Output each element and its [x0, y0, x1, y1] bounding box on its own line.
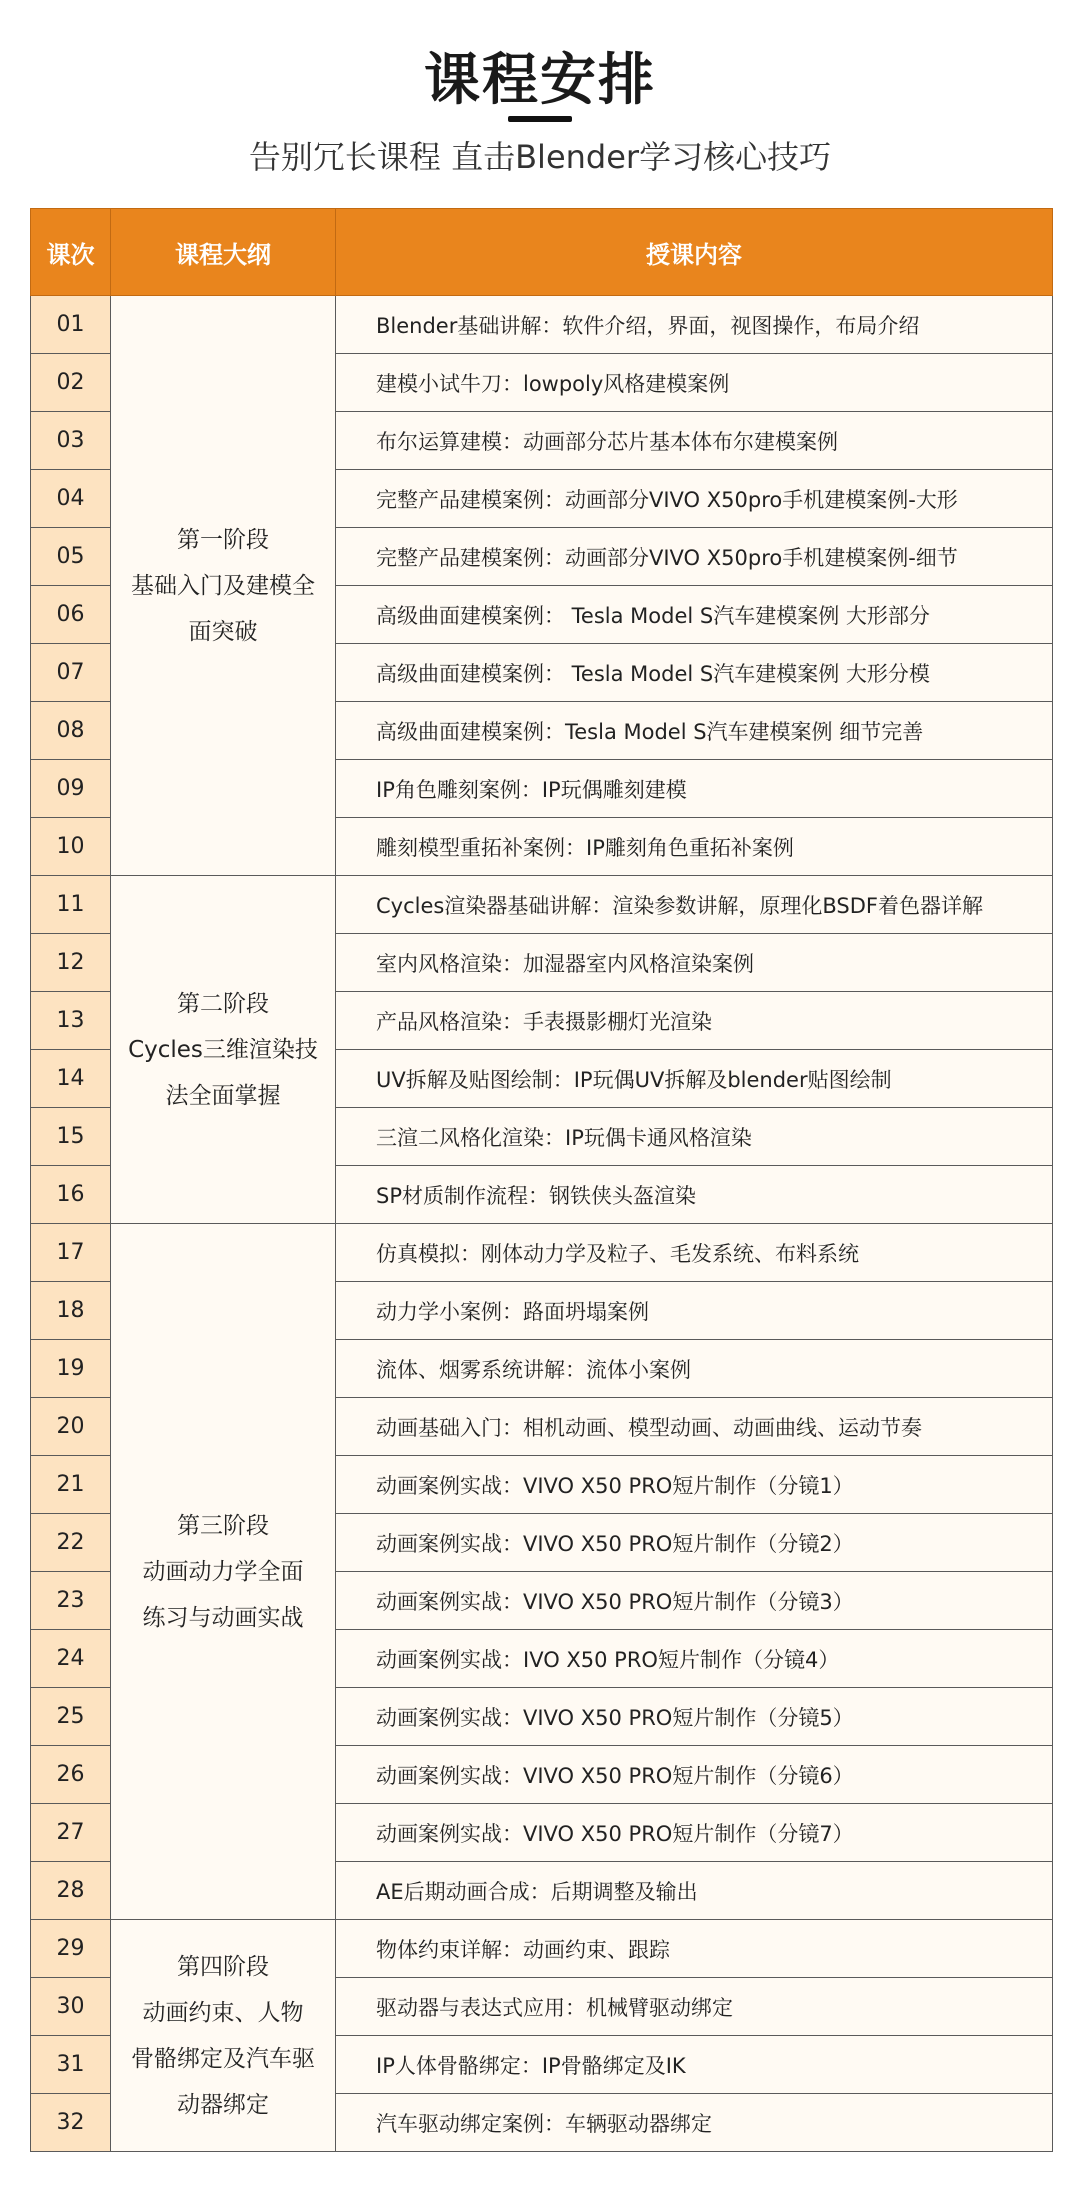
lesson-number: 09: [31, 760, 111, 818]
lesson-number: 28: [31, 1862, 111, 1920]
table-row: [31, 296, 1053, 354]
header-course-outline: 课程大纲: [111, 209, 336, 296]
stage-outline-line: 第二阶段: [177, 990, 269, 1017]
lesson-content: 汽车驱动绑定案例：车辆驱动器绑定: [336, 2094, 1053, 2152]
page-title: 课程安排: [424, 48, 656, 113]
lesson-content: 产品风格渲染：手表摄影棚灯光渲染: [336, 992, 1053, 1050]
table-row: [31, 876, 1053, 934]
lesson-content: 动画基础入门：相机动画、模型动画、动画曲线、运动节奏: [336, 1398, 1053, 1456]
lesson-content: 驱动器与表达式应用：机械臂驱动绑定: [336, 1978, 1053, 2036]
header-lesson-content: 授课内容: [336, 209, 1053, 296]
lesson-number: 18: [31, 1282, 111, 1340]
lesson-number: 02: [31, 354, 111, 412]
lesson-content: 动画案例实战：VIVO X50 PRO短片制作（分镜7）: [336, 1804, 1053, 1862]
lesson-content: Blender基础讲解：软件介绍，界面，视图操作，布局介绍: [336, 296, 1053, 354]
lesson-number: 01: [31, 296, 111, 354]
lesson-number: 12: [31, 934, 111, 992]
lesson-number: 22: [31, 1514, 111, 1572]
lesson-content: 流体、烟雾系统讲解：流体小案例: [336, 1340, 1053, 1398]
lesson-number: 29: [31, 1920, 111, 1978]
lesson-content: 物体约束详解：动画约束、跟踪: [336, 1920, 1053, 1978]
lesson-content: IP角色雕刻案例：IP玩偶雕刻建模: [336, 760, 1053, 818]
lesson-content: 动画案例实战：IVO X50 PRO短片制作（分镜4）: [336, 1630, 1053, 1688]
table-row: [31, 1224, 1053, 1282]
lesson-number: 08: [31, 702, 111, 760]
lesson-number: 27: [31, 1804, 111, 1862]
lesson-number: 16: [31, 1166, 111, 1224]
stage-outline-line: 第一阶段: [177, 526, 269, 553]
lesson-content: 仿真模拟：刚体动力学及粒子、毛发系统、布料系统: [336, 1224, 1053, 1282]
lesson-number: 24: [31, 1630, 111, 1688]
lesson-content: 高级曲面建模案例： Tesla Model S汽车建模案例 大形部分: [336, 586, 1053, 644]
lesson-content: UV拆解及贴图绘制：IP玩偶UV拆解及blender贴图绘制: [336, 1050, 1053, 1108]
lesson-content: 布尔运算建模：动画部分芯片基本体布尔建模案例: [336, 412, 1053, 470]
lesson-content: 三渲二风格化渲染：IP玩偶卡通风格渲染: [336, 1108, 1053, 1166]
lesson-number: 32: [31, 2094, 111, 2152]
stage-outline: [111, 1920, 336, 2152]
lesson-content: 建模小试牛刀：lowpoly风格建模案例: [336, 354, 1053, 412]
stage-outline-line: 动器绑定: [177, 2091, 269, 2118]
lesson-number: 13: [31, 992, 111, 1050]
stage-outline-line: 第四阶段: [177, 1953, 269, 1980]
lesson-number: 23: [31, 1572, 111, 1630]
stage-outline: [111, 1224, 336, 1920]
lesson-content: 高级曲面建模案例：Tesla Model S汽车建模案例 细节完善: [336, 702, 1053, 760]
lesson-content: AE后期动画合成：后期调整及输出: [336, 1862, 1053, 1920]
lesson-content: IP人体骨骼绑定：IP骨骼绑定及IK: [336, 2036, 1053, 2094]
lesson-content: 动力学小案例：路面坍塌案例: [336, 1282, 1053, 1340]
lesson-content: 完整产品建模案例：动画部分VIVO X50pro手机建模案例-大形: [336, 470, 1053, 528]
lesson-number: 31: [31, 2036, 111, 2094]
table-header-row: [31, 209, 1053, 296]
lesson-number: 14: [31, 1050, 111, 1108]
lesson-number: 04: [31, 470, 111, 528]
lesson-number: 25: [31, 1688, 111, 1746]
course-schedule-table: [30, 208, 1053, 2152]
lesson-number: 06: [31, 586, 111, 644]
lesson-number: 07: [31, 644, 111, 702]
lesson-content: 动画案例实战：VIVO X50 PRO短片制作（分镜5）: [336, 1688, 1053, 1746]
stage-outline-line: 第三阶段: [177, 1512, 269, 1539]
lesson-content: 动画案例实战：VIVO X50 PRO短片制作（分镜2）: [336, 1514, 1053, 1572]
lesson-number: 11: [31, 876, 111, 934]
lesson-number: 20: [31, 1398, 111, 1456]
lesson-content: 完整产品建模案例：动画部分VIVO X50pro手机建模案例-细节: [336, 528, 1053, 586]
table-body: [31, 296, 1053, 2152]
stage-outline-line: Cycles三维渲染技: [128, 1036, 318, 1063]
lesson-content: Cycles渲染器基础讲解：渲染参数讲解，原理化BSDF着色器详解: [336, 876, 1053, 934]
lesson-content: 动画案例实战：VIVO X50 PRO短片制作（分镜3）: [336, 1572, 1053, 1630]
lesson-content: 动画案例实战：VIVO X50 PRO短片制作（分镜1）: [336, 1456, 1053, 1514]
stage-outline-line: 练习与动画实战: [142, 1604, 304, 1631]
lesson-content: 雕刻模型重拓补案例：IP雕刻角色重拓补案例: [336, 818, 1053, 876]
lesson-number: 17: [31, 1224, 111, 1282]
lesson-number: 10: [31, 818, 111, 876]
stage-outline: [111, 296, 336, 876]
lesson-number: 30: [31, 1978, 111, 2036]
stage-outline-line: 动画动力学全面: [142, 1558, 304, 1585]
stage-outline-line: 动画约束、人物: [142, 1999, 304, 2026]
stage-outline-line: 法全面掌握: [165, 1082, 281, 1109]
stage-outline: [111, 876, 336, 1224]
stage-outline-line: 骨骼绑定及汽车驱: [131, 2045, 315, 2072]
course-table-wrap: [30, 208, 1052, 2152]
table-row: [31, 1920, 1053, 1978]
title-underline: [508, 116, 572, 122]
header-lesson-number: 课次: [31, 209, 111, 296]
lesson-number: 15: [31, 1108, 111, 1166]
lesson-number: 03: [31, 412, 111, 470]
page-subtitle: 告别冗长课程 直击Blender学习核心技巧: [248, 138, 832, 176]
lesson-number: 26: [31, 1746, 111, 1804]
lesson-number: 19: [31, 1340, 111, 1398]
stage-outline-line: 面突破: [188, 618, 258, 645]
lesson-number: 21: [31, 1456, 111, 1514]
lesson-content: SP材质制作流程：钢铁侠头盔渲染: [336, 1166, 1053, 1224]
lesson-number: 05: [31, 528, 111, 586]
stage-outline-line: 基础入门及建模全: [131, 572, 315, 599]
lesson-content: 动画案例实战：VIVO X50 PRO短片制作（分镜6）: [336, 1746, 1053, 1804]
lesson-content: 室内风格渲染：加湿器室内风格渲染案例: [336, 934, 1053, 992]
lesson-content: 高级曲面建模案例： Tesla Model S汽车建模案例 大形分模: [336, 644, 1053, 702]
